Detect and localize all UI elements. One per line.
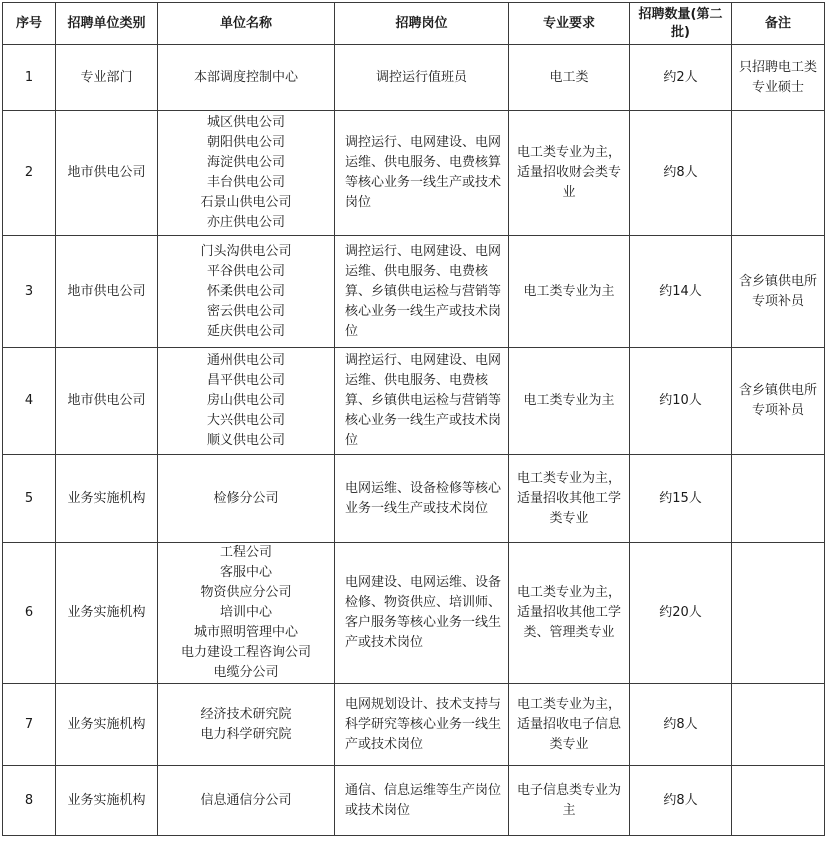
unit-name: 门头沟供电公司 xyxy=(200,243,292,259)
cell-category: 业务实施机构 xyxy=(56,543,158,684)
cell-major: 电工类专业为主 xyxy=(509,236,630,348)
header-seq: 序号 xyxy=(3,3,56,45)
header-unit: 单位名称 xyxy=(158,3,335,45)
unit-name: 通州供电公司 xyxy=(206,353,285,368)
header-category: 招聘单位类别 xyxy=(56,3,158,45)
cell-seq: 8 xyxy=(3,766,56,836)
unit-name: 城区供电公司 xyxy=(206,115,285,130)
cell-seq: 1 xyxy=(3,45,56,111)
unit-name: 丰台供电公司 xyxy=(206,175,285,190)
cell-count: 约10人 xyxy=(630,348,732,455)
unit-name: 物资供应分公司 xyxy=(200,585,292,600)
header-row xyxy=(3,3,825,45)
unit-name: 密云供电公司 xyxy=(206,303,285,319)
cell-seq: 5 xyxy=(3,455,56,543)
unit-name: 城市照明管理中心 xyxy=(193,625,298,640)
cell-count: 约8人 xyxy=(630,111,732,236)
unit-name: 客服中心 xyxy=(219,565,272,580)
cell-category: 地市供电公司 xyxy=(56,236,158,348)
cell-units xyxy=(158,236,335,348)
unit-name: 石景山供电公司 xyxy=(200,195,292,210)
unit-name: 亦庄供电公司 xyxy=(206,215,285,230)
cell-major: 电工类 xyxy=(509,45,630,111)
cell-category: 业务实施机构 xyxy=(56,455,158,543)
cell-seq: 3 xyxy=(3,236,56,348)
table-row xyxy=(3,45,825,111)
unit-name: 电缆分公司 xyxy=(213,665,279,680)
cell-units xyxy=(158,111,335,236)
cell-major: 电工类专业为主 xyxy=(509,348,630,455)
cell-note: 含乡镇供电所专项补员 xyxy=(732,348,825,455)
cell-major: 电工类专业为主，适量招收财会类专业 xyxy=(509,111,630,236)
cell-major: 电子信息类专业为主 xyxy=(509,766,630,836)
cell-count: 约8人 xyxy=(630,766,732,836)
cell-seq: 6 xyxy=(3,543,56,684)
unit-name: 朝阳供电公司 xyxy=(206,135,285,150)
cell-position: 调控运行、电网建设、电网运维、供电服务、电费核算、乡镇供电运检与营销等核心业务一线生产或技术岗位 xyxy=(335,348,509,455)
unit-name: 经济技术研究院 xyxy=(200,706,292,722)
cell-note xyxy=(732,543,825,684)
cell-position: 调控运行、电网建设、电网运维、供电服务、电费核算、乡镇供电运检与营销等核心业务一线生产或技术岗位 xyxy=(335,236,509,348)
table-row xyxy=(3,455,825,543)
header-major: 专业要求 xyxy=(509,3,630,45)
cell-category: 业务实施机构 xyxy=(56,684,158,766)
cell-count: 约2人 xyxy=(630,45,732,111)
cell-major: 电工类专业为主，适量招收电子信息类专业 xyxy=(509,684,630,766)
cell-position: 调控运行值班员 xyxy=(335,45,509,111)
cell-category: 专业部门 xyxy=(56,45,158,111)
unit-name: 平谷供电公司 xyxy=(206,263,285,279)
unit-name: 检修分公司 xyxy=(213,490,279,506)
cell-seq: 2 xyxy=(3,111,56,236)
cell-count: 约20人 xyxy=(630,543,732,684)
cell-category: 业务实施机构 xyxy=(56,766,158,836)
unit-name: 顺义供电公司 xyxy=(206,433,285,448)
unit-name: 海淀供电公司 xyxy=(206,155,285,170)
table-row xyxy=(3,348,825,455)
cell-position: 通信、信息运维等生产岗位或技术岗位 xyxy=(335,766,509,836)
cell-units xyxy=(158,45,335,111)
table-row xyxy=(3,236,825,348)
cell-units xyxy=(158,348,335,455)
cell-major: 电工类专业为主，适量招收其他工学类、管理类专业 xyxy=(509,543,630,684)
cell-count: 约14人 xyxy=(630,236,732,348)
header-position: 招聘岗位 xyxy=(335,3,509,45)
unit-name: 怀柔供电公司 xyxy=(206,283,285,299)
cell-units xyxy=(158,543,335,684)
unit-name: 昌平供电公司 xyxy=(206,373,285,388)
cell-position: 电网运维、设备检修等核心业务一线生产或技术岗位 xyxy=(335,455,509,543)
unit-name: 信息通信分公司 xyxy=(200,792,292,808)
cell-category: 地市供电公司 xyxy=(56,348,158,455)
cell-position: 电网建设、电网运维、设备检修、物资供应、培训师、客户服务等核心业务一线生产或技术岗位 xyxy=(335,543,509,684)
cell-note: 只招聘电工类专业硕士 xyxy=(732,45,825,111)
cell-seq: 4 xyxy=(3,348,56,455)
unit-name: 电力科学研究院 xyxy=(200,726,292,742)
cell-category: 地市供电公司 xyxy=(56,111,158,236)
cell-units xyxy=(158,684,335,766)
table-row xyxy=(3,684,825,766)
cell-units xyxy=(158,455,335,543)
cell-note: 含乡镇供电所专项补员 xyxy=(732,236,825,348)
table-row xyxy=(3,766,825,836)
header-count: 招聘数量(第二批) xyxy=(630,3,732,45)
cell-position: 电网规划设计、技术支持与科学研究等核心业务一线生产或技术岗位 xyxy=(335,684,509,766)
cell-note xyxy=(732,684,825,766)
unit-name: 房山供电公司 xyxy=(206,393,285,408)
header-note: 备注 xyxy=(732,3,825,45)
unit-name: 延庆供电公司 xyxy=(206,323,285,339)
cell-seq: 7 xyxy=(3,684,56,766)
unit-name: 工程公司 xyxy=(219,545,272,560)
table-row xyxy=(3,111,825,236)
cell-note xyxy=(732,111,825,236)
cell-position: 调控运行、电网建设、电网运维、供电服务、电费核算等核心业务一线生产或技术岗位 xyxy=(335,111,509,236)
cell-note xyxy=(732,766,825,836)
unit-name: 培训中心 xyxy=(219,605,272,620)
cell-note xyxy=(732,455,825,543)
unit-name: 电力建设工程咨询公司 xyxy=(180,645,311,660)
cell-count: 约15人 xyxy=(630,455,732,543)
unit-name: 大兴供电公司 xyxy=(206,413,285,428)
recruitment-table xyxy=(2,2,825,836)
table-row xyxy=(3,543,825,684)
cell-units xyxy=(158,766,335,836)
unit-name: 本部调度控制中心 xyxy=(193,69,298,85)
cell-count: 约8人 xyxy=(630,684,732,766)
cell-major: 电工类专业为主，适量招收其他工学类专业 xyxy=(509,455,630,543)
